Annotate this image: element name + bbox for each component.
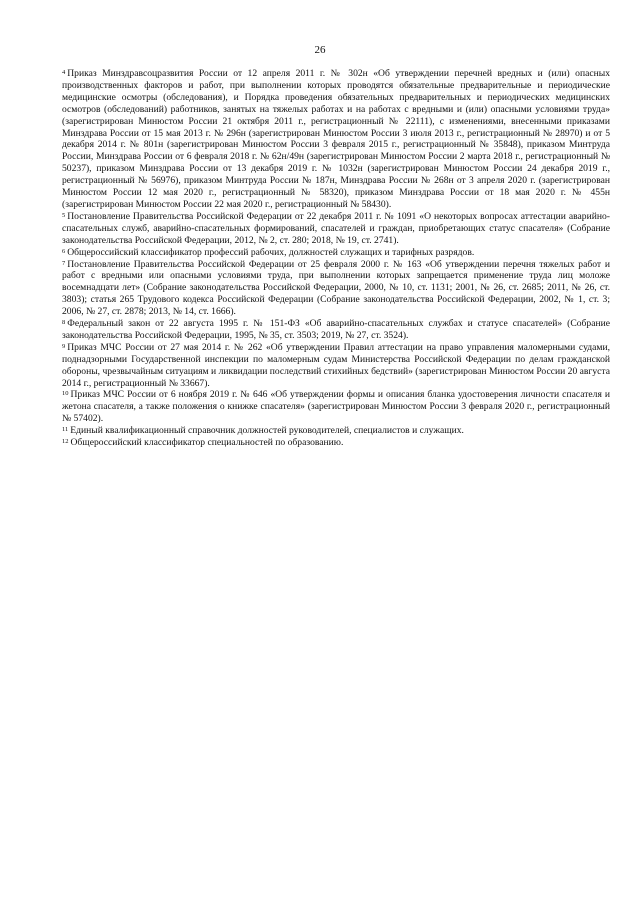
footnote-8 <box>62 318 610 342</box>
footnote-marker: 6 <box>62 247 66 255</box>
footnote-text: Приказ Минздравсоцразвития России от 12 апреля 2011 г. № 302н «Об утверждении перечней вредных и (или) опасных производственных факторов и работ, при выполнении которых проводятся обязательные предварительные и периодические медицинские осмотры (обследования), и Порядка проведения обязательных предварительных и периодических медицинских осмотров (обследований) работников, занятых на тяжелых работах и на работах с вредными и (или) опасными условиями труда» (зарегистрирован Минюстом России 21 октября 2011 г., регистрационный № 22111), с изменениями, внесенными приказами Минздрава России от 15 мая 2013 г. № 296н (зарегистрирован Минюстом России 3 июля 2013 г., регистрационный № 28970) и от 5 декабря 2014 г. № 801н (зарегистрирован Минюстом России 3 февраля 2015 г., регистрационный № 35848), приказом Минтруда России, Минздрава России от 6 февраля 2018 г. № 62н/49н (зарегистрирован Минюстом России 2 марта 2018 г., регистрационный № 50237), приказом Минздрава России от 13 декабря 2019 г. № 1032н (зарегистрирован Минюстом России 24 декабря 2019 г., регистрационный № 56976), приказом Минтруда России № 187н, Минздрава России № 268н от 3 апреля 2020 г. (зарегистрирован Минюстом России 12 мая 2020 г., регистрационный № 58320), приказом Минздрава России от 18 мая 2020 г. № 455н (зарегистрирован Минюстом России 22 мая 2020 г., регистрационный № 58430). <box>62 68 610 210</box>
footnote-12 <box>62 437 610 449</box>
footnote-text: Единый квалификационный справочник должностей руководителей, специалистов и служащих. <box>70 425 464 437</box>
footnote-text: Общероссийский классификатор специальностей по образованию. <box>70 437 344 449</box>
page-number: 26 <box>314 44 326 56</box>
footnote-5 <box>62 211 610 247</box>
footnote-marker: 8 <box>62 319 66 327</box>
footnote-marker: 10 <box>62 390 69 398</box>
footnote-text: Федеральный закон от 22 августа 1995 г. № 151-ФЗ «Об аварийно-спасательных службах и статусе спасателей» (Собрание законодательства Российской Федерации, 1995, № 35, ст. 3503; 2019, № 27, ст. 3524). <box>62 318 610 341</box>
footnote-marker: 7 <box>62 259 66 267</box>
footnote-text: Приказ МЧС России от 27 мая 2014 г. № 262 «Об утверждении Правил аттестации на право управления маломерными судами, поднадзорными Государственной инспекции по маломерным судам Министерства Российской Федерации по делам гражданской обороны, чрезвычайным ситуациям и ликвидации последствий стихийных бедствий» (зарегистрирован Минюстом России 20 августа 2014 г., регистрационный № 33667). <box>62 341 610 389</box>
footnote-text: Приказ МЧС России от 6 ноября 2019 г. № 646 «Об утверждении формы и описания бланка удостоверения личности спасателя и жетона спасателя, а также положения о книжке спасателя» (зарегистрирован Минюстом России 3 февраля 2020 г., регистрационный № 57402). <box>62 389 610 425</box>
footnote-10 <box>62 389 610 425</box>
footnote-marker: 4 <box>62 69 66 76</box>
footnote-4 <box>62 68 610 211</box>
footnote-text: Постановление Правительства Российской Федерации от 25 февраля 2000 г. № 163 «Об утверждении перечня тяжелых работ и работ с вредными или опасными условиями труда, при выполнении которых запрещается применение труда лиц моложе восемнадцати лет» (Собрание законодательства Российской Федерации, 2000, № 10, ст. 1131; 2001, № 26, ст. 2685; 2011, № 26, ст. 3803); статья 265 Трудового кодекса Российской Федерации (Собрание законодательства Российской Федерации, 2002, № 1, ст. 3; 2006, № 27, ст. 2878; 2013, № 14, ст. 1666). <box>62 258 610 318</box>
footnote-6 <box>62 247 610 259</box>
footnote-marker: 11 <box>62 426 69 434</box>
footnote-marker: 9 <box>62 342 66 350</box>
footnote-9 <box>62 342 610 390</box>
footnotes-section <box>62 68 610 449</box>
footnote-text: Общероссийский классификатор профессий рабочих, должностей служащих и тарифных разрядов. <box>67 246 475 258</box>
footnote-11 <box>62 425 610 437</box>
footnote-text: Постановление Правительства Российской Федерации от 22 декабря 2011 г. № 1091 «О некоторых вопросах аттестации аварийно-спасательных служб, аварийно-спасательных формирований, спасателей и граждан, приобретающих статус спасателя» (Собрание законодательства Российской Федерации, 2012, № 2, ст. 280; 2018, № 19, ст. 2741). <box>62 210 610 246</box>
footnote-marker: 5 <box>62 211 66 219</box>
footnote-marker: 12 <box>62 438 69 446</box>
footnote-7 <box>62 259 610 319</box>
